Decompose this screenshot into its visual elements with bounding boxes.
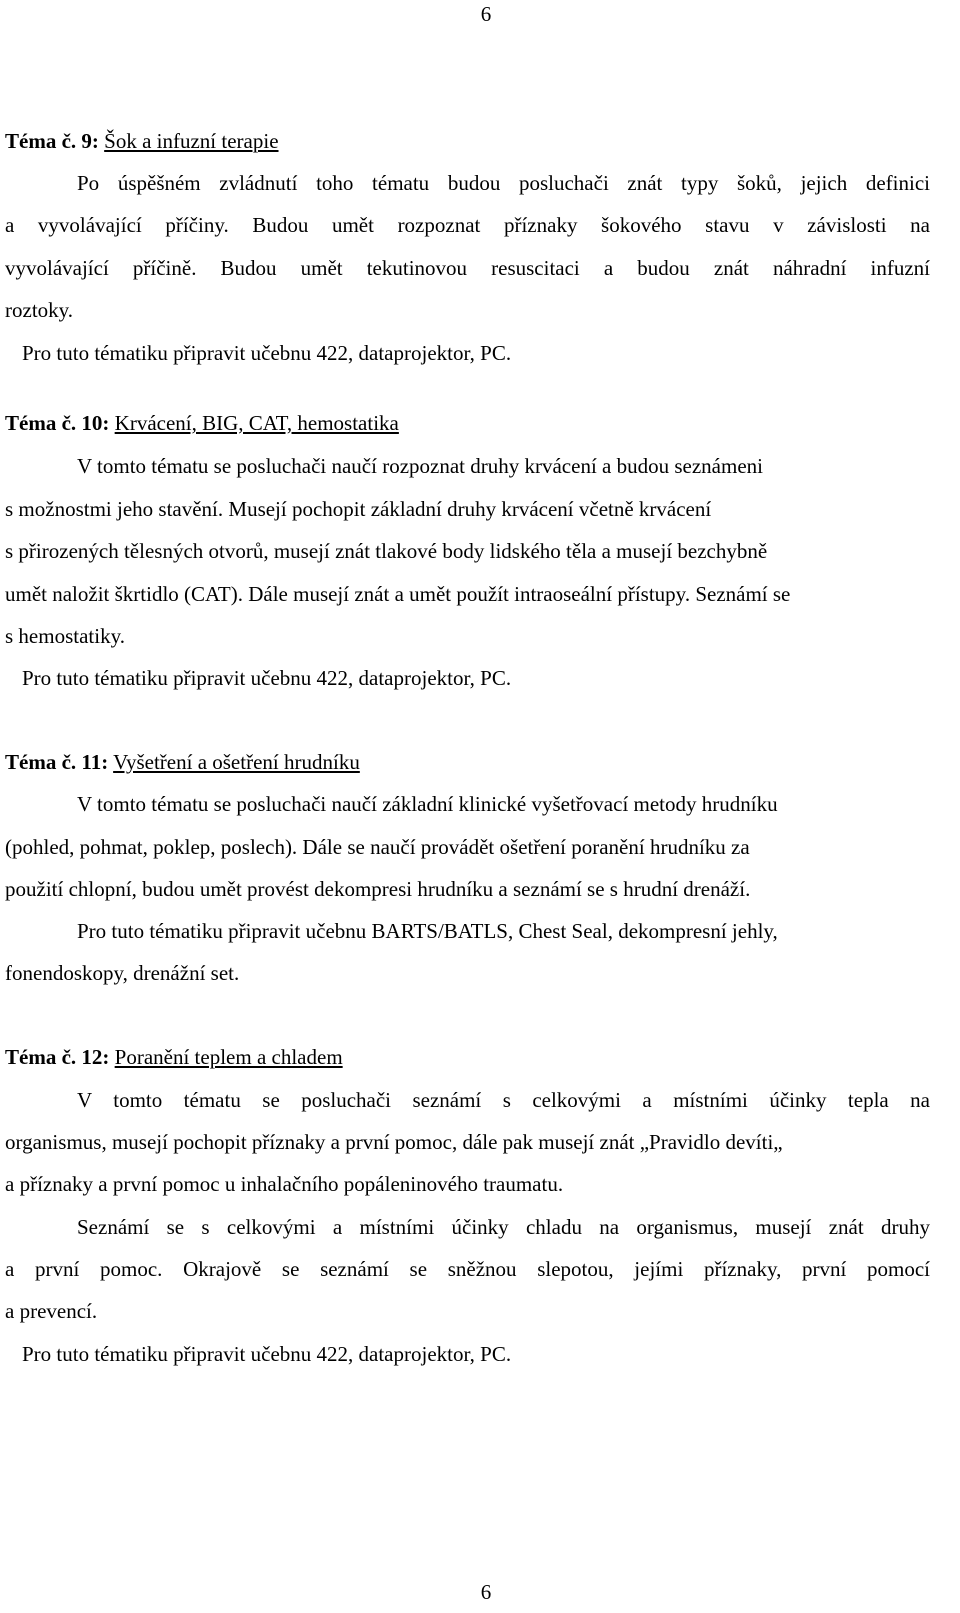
topic-label: Téma č.: [5, 129, 77, 153]
topic-number: 10:: [81, 411, 110, 435]
topic-number: 11:: [81, 750, 109, 774]
text-line: s hemostatiky.: [5, 624, 125, 648]
topic-title: Šok a infuzní terapie: [104, 129, 279, 153]
text-line: použití chlopní, budou umět provést dekompresi hrudníku a seznámí se s hrudní drenáží.: [5, 877, 751, 901]
text-line: V tomto tématu se posluchači seznámí s celkovými a místními účinky tepla na: [77, 1088, 930, 1112]
topic-heading: [5, 749, 930, 775]
text-line: a příznaky a první pomoc u inhalačního popáleninového traumatu.: [5, 1172, 564, 1196]
text-line: s možnostmi jeho stavění. Musejí pochopit základní druhy krvácení včetně krvácení: [5, 497, 712, 521]
text-line: a prevencí.: [5, 1299, 98, 1323]
text-line: (pohled, pohmat, poklep, poslech). Dále se naučí provádět ošetření poranění hrudníku za: [5, 835, 750, 859]
equipment-line: Pro tuto tématiku připravit učebnu 422, dataprojektor, PC.: [22, 666, 512, 690]
topic-number: 12:: [81, 1045, 110, 1069]
topic-heading: [5, 410, 930, 436]
text-line: Po úspěšném zvládnutí toho tématu budou posluchači znát typy šoků, jejich definici: [77, 171, 930, 195]
topic-title: Krvácení, BIG, CAT, hemostatika: [114, 411, 399, 435]
text-line: organismus, musejí pochopit příznaky a první pomoc, dále pak musejí znát „Pravidlo devíti„: [5, 1130, 783, 1154]
topic-label: Téma č.: [5, 750, 77, 774]
text-line: vyvolávající příčině. Budou umět tekutinovou resuscitaci a budou znát náhradní infuzní: [5, 256, 930, 280]
text-line: V tomto tématu se posluchači naučí základní klinické vyšetřovací metody hrudníku: [77, 792, 778, 816]
text-line: roztoky.: [5, 298, 74, 322]
equipment-line: Pro tuto tématiku připravit učebnu 422, dataprojektor, PC.: [22, 341, 512, 365]
text-line: s přirozených tělesných otvorů, musejí znát tlakové body lidského těla a musejí bezchybně: [5, 539, 768, 563]
text-line: Seznámí se s celkovými a místními účinky chladu na organismus, musejí znát druhy: [77, 1215, 930, 1239]
topic-number: 9:: [81, 129, 99, 153]
equipment-line: fonendoskopy, drenážní set.: [5, 961, 240, 985]
topic-title: Vyšetření a ošetření hrudníku: [113, 750, 360, 774]
equipment-line: Pro tuto tématiku připravit učebnu BARTS/BATLS, Chest Seal, dekompresní jehly,: [77, 919, 778, 943]
page-number-bottom: 6: [480, 1580, 492, 1604]
topic-heading: [5, 1044, 930, 1070]
text-line: a vyvolávající příčiny. Budou umět rozpoznat příznaky šokového stavu v závislosti na: [5, 213, 930, 237]
topic-title: Poranění teplem a chladem: [114, 1045, 343, 1069]
topic-heading: [5, 128, 930, 154]
text-line: V tomto tématu se posluchači naučí rozpoznat druhy krvácení a budou seznámeni: [77, 454, 763, 478]
equipment-line: Pro tuto tématiku připravit učebnu 422, dataprojektor, PC.: [22, 1342, 512, 1366]
topic-label: Téma č.: [5, 1045, 77, 1069]
topic-label: Téma č.: [5, 411, 77, 435]
text-line: a první pomoc. Okrajově se seznámí se sněžnou slepotou, jejími příznaky, první pomocí: [5, 1257, 930, 1281]
text-line: umět naložit škrtidlo (CAT). Dále musejí znát a umět použít intraoseální přístupy. Seznámí se: [5, 582, 791, 606]
page-number-top: 6: [480, 2, 492, 26]
